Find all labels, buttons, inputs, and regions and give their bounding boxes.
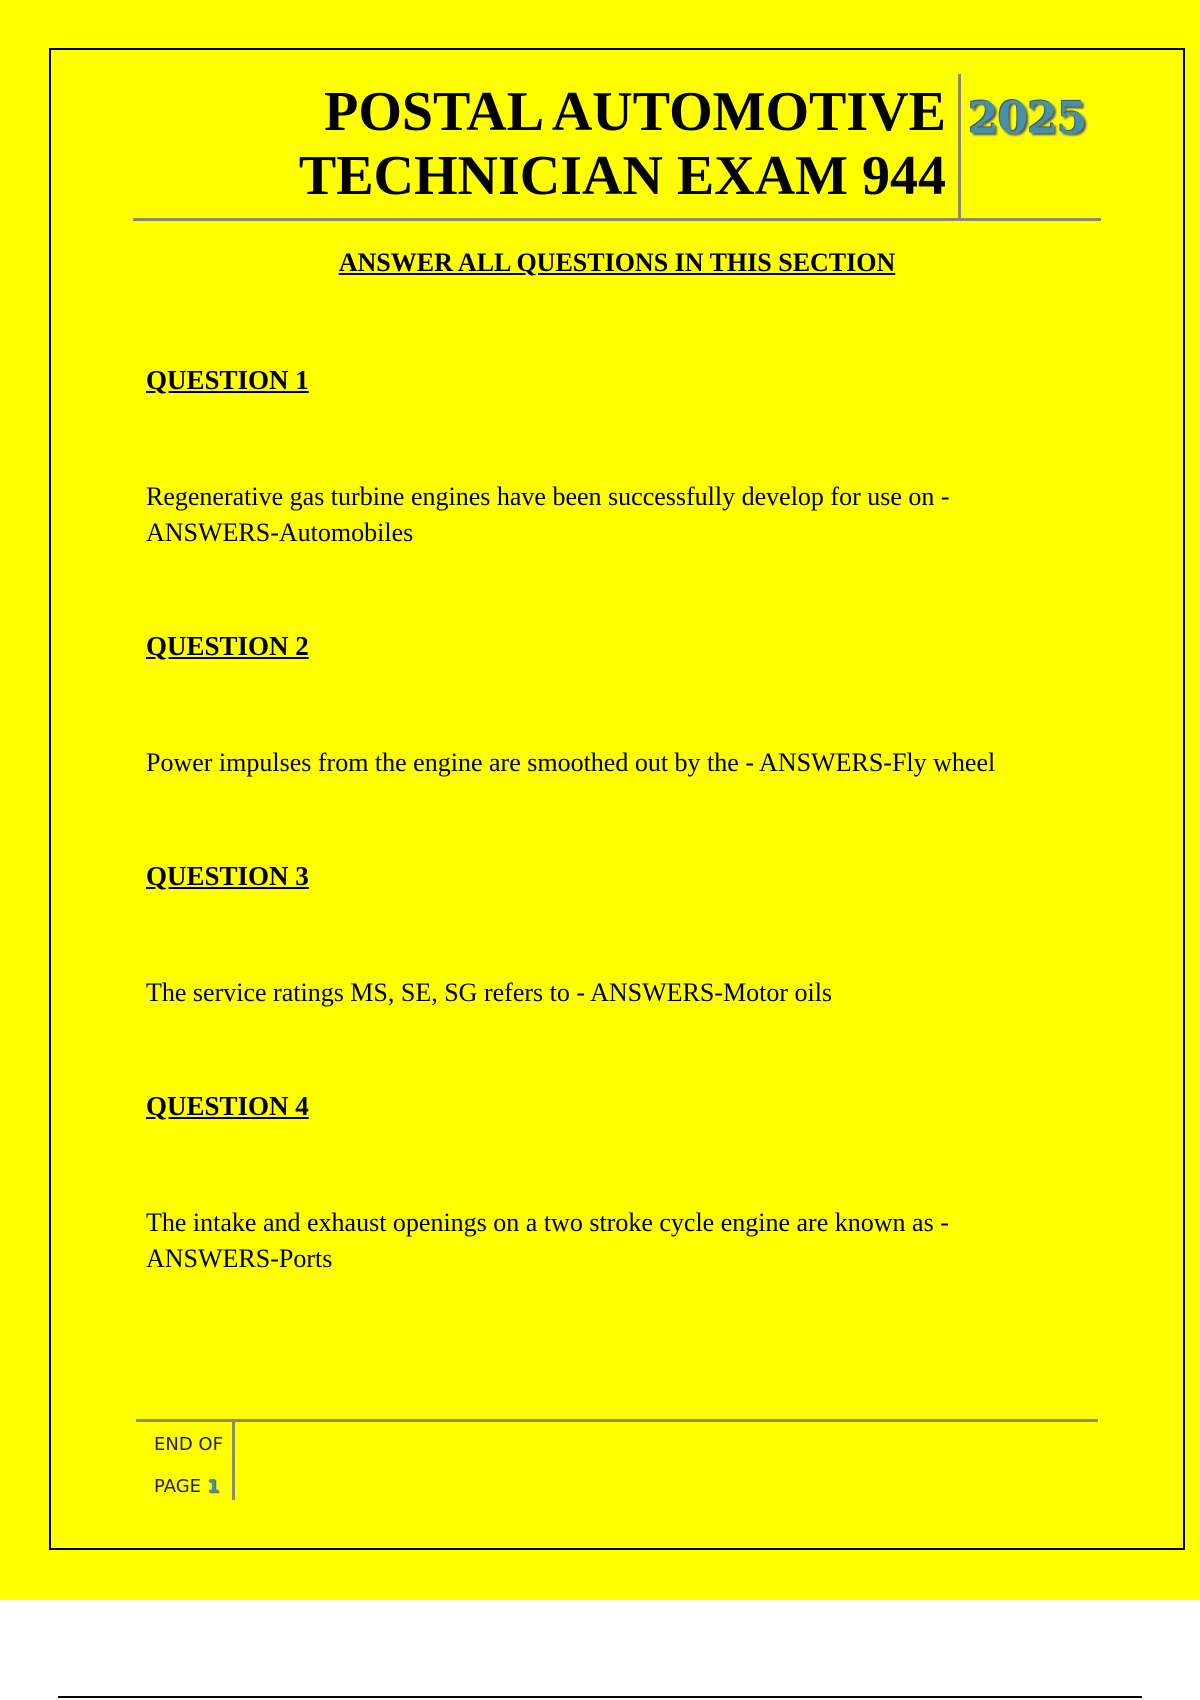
footer-page-label: PAGE xyxy=(154,1476,202,1497)
question-1-heading: QUESTION 1 xyxy=(146,365,309,395)
question-4-heading: QUESTION 4 xyxy=(146,1091,309,1121)
bottom-rule xyxy=(58,1696,1142,1698)
question-2-heading: QUESTION 2 xyxy=(146,631,309,661)
question-3-text: The service ratings MS, SE, SG refers to - ANSWERS-Motor oils xyxy=(146,978,833,1007)
title-line-1: POSTAL AUTOMOTIVE xyxy=(324,81,946,143)
document-title xyxy=(200,80,946,208)
footer-page-number: 1 xyxy=(206,1476,220,1497)
header-divider-horizontal xyxy=(133,218,1101,221)
page-footer xyxy=(154,1424,223,1508)
footer-divider-vertical xyxy=(232,1422,235,1500)
footer-divider-horizontal xyxy=(136,1419,1098,1422)
footer-line-2 xyxy=(154,1466,223,1508)
footer-line-1: END OF xyxy=(154,1434,223,1455)
section-heading: ANSWER ALL QUESTIONS IN THIS SECTION xyxy=(338,248,896,277)
title-line-2: TECHNICIAN EXAM 944 xyxy=(298,145,946,207)
header-divider-vertical xyxy=(958,74,961,220)
question-3-heading: QUESTION 3 xyxy=(146,861,309,891)
question-4-text: The intake and exhaust openings on a two stroke cycle engine are known as - ANSWERS-Ports xyxy=(146,1208,949,1273)
question-2-text: Power impulses from the engine are smoothed out by the - ANSWERS-Fly wheel xyxy=(146,748,996,777)
question-1-text: Regenerative gas turbine engines have been successfully develop for use on - ANSWERS-Automobiles xyxy=(146,482,950,547)
header-year: 2025 xyxy=(968,93,1087,144)
